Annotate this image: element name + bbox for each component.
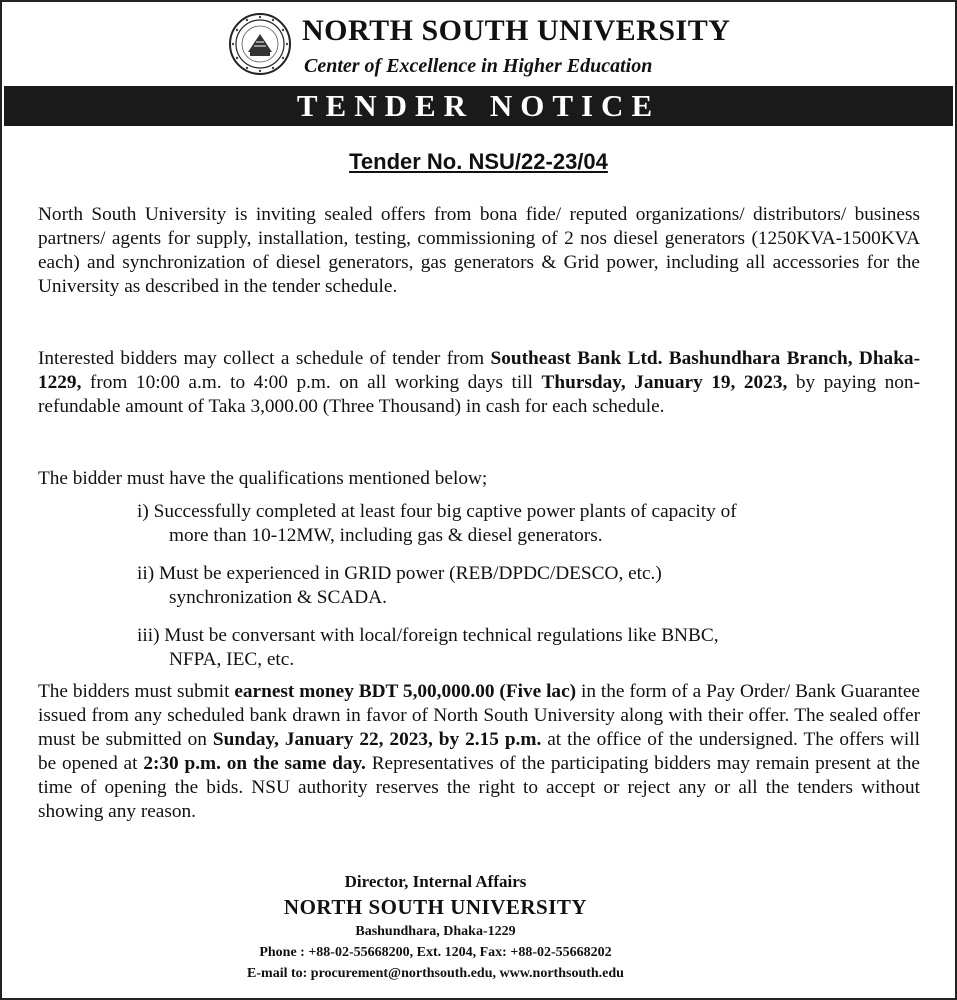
footer-address: Bashundhara, Dhaka-1229 <box>355 924 516 939</box>
university-seal-icon <box>228 12 292 76</box>
submission-text-3: at the office of the undersigned. The offers will be opened at <box>38 729 920 774</box>
qualification-line: ii) Must be experienced in GRID power (REB/DPDC/DESCO, etc.) <box>137 563 662 584</box>
footer-phone: Phone : +88-02-55668200, Ext. 1204, Fax: +88-02-55668202 <box>259 945 612 960</box>
schedule-text-1: Interested bidders may collect a schedule of tender from <box>38 348 491 369</box>
qualifications-intro: The bidder must have the qualifications mentioned below; <box>38 468 488 489</box>
signatory-designation: Director, Internal Affairs <box>344 872 527 891</box>
schedule-deadline: Thursday, January 19, 2023, <box>541 372 788 393</box>
submission-text-1: The bidders must submit <box>38 681 235 702</box>
qualification-line: NFPA, IEC, etc. <box>169 649 295 670</box>
qualification-item <box>137 624 897 672</box>
submission-text-4: Representatives of the participating bidders may remain present at the time of opening the bids. NSU authority reserves the right to accept or reject any or all the tenders without showing any reason. <box>38 753 920 822</box>
submission-paragraph <box>38 680 920 824</box>
submission-text-2: in the form of a Pay Order/ Bank Guarantee issued from any scheduled bank drawn in favor of North South University along with their offer. The sealed offer must be submitted on <box>38 681 920 750</box>
schedule-paragraph <box>38 347 920 419</box>
university-tagline: Center of Excellence in Higher Education <box>304 55 653 77</box>
bank-branch: Southeast Bank Ltd. Bashundhara Branch, Dhaka-1229, <box>38 348 920 393</box>
tender-number-text: Tender No. NSU/22-23/04 <box>349 149 608 174</box>
submission-deadline: Sunday, January 22, 2023, by 2.15 p.m. <box>212 729 542 750</box>
schedule-text-2: from 10:00 a.m. to 4:00 p.m. on all working days till <box>81 372 542 393</box>
tender-notice-banner: TENDER NOTICE <box>4 86 953 126</box>
qualification-line: synchronization & SCADA. <box>169 587 387 608</box>
footer-university-name: NORTH SOUTH UNIVERSITY <box>283 895 588 919</box>
opening-time: 2:30 p.m. on the same day. <box>143 753 366 774</box>
schedule-text-3: by paying non-refundable amount of Taka 3,000.00 (Three Thousand) in cash for each schedule. <box>38 372 920 417</box>
qualification-item <box>137 500 927 548</box>
university-name: NORTH SOUTH UNIVERSITY <box>302 14 731 47</box>
qualification-line: iii) Must be conversant with local/foreign technical regulations like BNBC, <box>137 625 719 646</box>
tender-number <box>2 149 955 175</box>
qualification-item <box>137 562 897 610</box>
earnest-money: earnest money BDT 5,00,000.00 (Five lac) <box>234 681 577 702</box>
intro-paragraph: North South University is inviting sealed offers from bona fide/ reputed organizations/ distributors/ business partners/ agents for supply, installation, testing, commissioning of 2 nos diesel generators (1250KVA-1500KVA each) and synchronization of diesel generators, gas generators & Grid power, including all accessories for the University as described in the tender schedule. <box>38 204 920 297</box>
footer-contact: E-mail to: procurement@northsouth.edu, www.northsouth.edu <box>247 966 624 981</box>
qualification-line: more than 10-12MW, including gas & diesel generators. <box>169 525 603 546</box>
qualification-line: i) Successfully completed at least four big captive power plants of capacity of <box>137 501 737 522</box>
